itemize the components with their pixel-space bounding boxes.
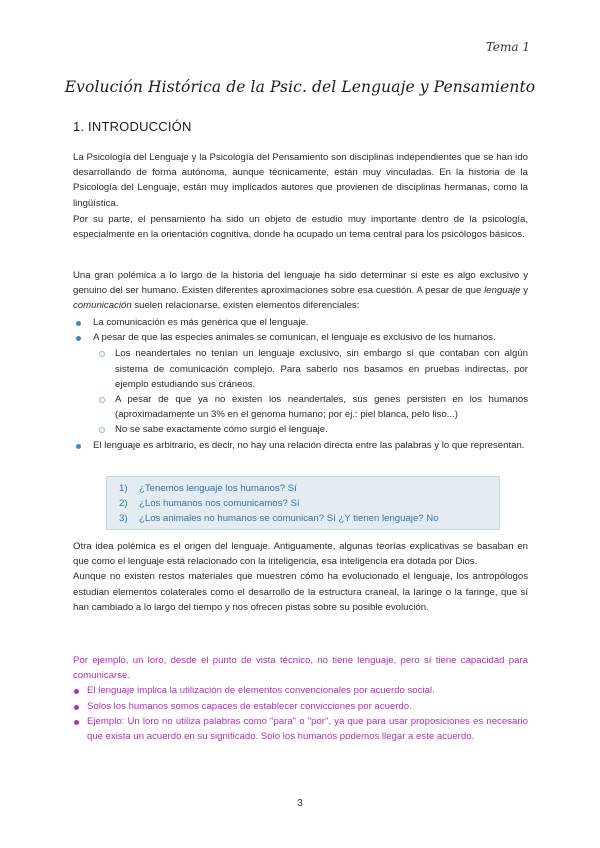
question-item <box>119 496 439 511</box>
example-intro: Por ejemplo, un loro, desde el punto de vista técnico, no tiene lenguaje, pero sí tiene capacidad para comunicarse. <box>73 655 528 682</box>
list-item <box>73 330 528 437</box>
question-number: 1) <box>119 483 128 494</box>
bullet-icon <box>74 720 79 725</box>
sub-list <box>93 346 528 437</box>
bullet-icon <box>74 689 79 694</box>
origin-paragraph <box>73 539 528 615</box>
sub-list-item <box>93 392 528 422</box>
text-run: y <box>520 285 528 297</box>
example-item <box>73 714 528 744</box>
circle-bullet-icon <box>99 397 105 403</box>
example-item <box>73 699 528 714</box>
question-number: 2) <box>119 498 128 509</box>
list-item <box>73 315 528 330</box>
text-run: suelen relacionarse, existen elementos diferenciales: <box>131 300 360 312</box>
example-item-text: Ejemplo: Un loro no utiliza palabras como "para" o "por", ya que para usar proposiciones es necesario que exista un acuerdo en su significado. Solo los humanos podemos llegar a este acuerdo. <box>87 715 528 743</box>
bullet-icon <box>76 444 81 449</box>
list-item-text: A pesar de que las especies animales se comunican, el lenguaje es exclusivo de los humanos. <box>93 332 496 344</box>
italic-term-lenguaje: lenguaje <box>484 285 521 297</box>
intro-paragraph-1 <box>73 150 528 211</box>
paragraph-text: Por su parte, el pensamiento ha sido un objeto de estudio muy importante dentro de la psicología, especialmente en la orientación cognitiva, donde ha ocupado un tema central para los psicólogos básicos. <box>73 214 528 241</box>
text-run: Una gran polémica a lo largo de la historia del lenguaje ha sido determinar si este es algo exclusivo y genuino del ser humano. Existen diferentes aproximaciones sobre esa cuestión. A pesar de que <box>73 270 528 297</box>
sub-list-item-text: Los neandertales no tenían un lenguaje exclusivo, sin embargo sí que contaban con algún sistema de comunicación complejo. Para saberlo nos basamos en pruebas indirectas, por ejemplo estudiando sus cráneos. <box>115 348 528 390</box>
question-number: 3) <box>119 513 128 524</box>
list-item-text: El lenguaje es arbitrario, es decir, no hay una relación directa entre las palabras y lo que representan. <box>93 439 525 451</box>
example-item-text: Solos los humanos somos capaces de establecer convicciones por acuerdo. <box>87 700 412 712</box>
list-item <box>73 438 528 453</box>
italic-term-comunicacion: comunicación <box>73 300 132 312</box>
section-heading: 1. INTRODUCCIÓN <box>73 119 192 134</box>
page-title: Evolución Histórica de la Psic. del Lenguaje y Pensamiento <box>64 78 536 96</box>
paragraph-text <box>73 268 528 314</box>
differences-list <box>73 315 528 453</box>
question-text: ¿Tenemos lenguaje los humanos? Sí <box>139 483 297 494</box>
page-number: 3 <box>297 798 303 809</box>
paragraph-text: Otra idea polémica es el origen del lenguaje. Antiguamente, algunas teorías explicativas se basaban en que como el lenguaje está relacionado con la inteligencia, esa inteligencia era dotada por Dios. <box>73 541 528 568</box>
circle-bullet-icon <box>99 427 105 433</box>
paragraph-text: La Psicología del Lenguaje y la Psicología del Pensamiento son disciplinas independientes que se han ido desarrollando de forma autónoma, aunque técnicamente, están muy vinculadas. En la historia de la Psicología del Lenguaje, están muy implicados autores que provienen de disciplinas hermanas, como la lingüística. <box>73 152 528 209</box>
question-text: ¿Los animales no humanos se comunican? Sí ¿Y tienen lenguaje? No <box>139 513 439 524</box>
polemic-paragraph <box>73 268 528 314</box>
topic-label: Tema 1 <box>485 40 530 54</box>
list-item-text: La comunicación es más genérica que el lenguaje. <box>93 317 309 328</box>
bullet-icon <box>76 336 81 341</box>
parrot-example <box>73 653 528 744</box>
question-item <box>119 481 439 496</box>
questions-box <box>106 476 500 530</box>
question-text: ¿Los humanos nos comunicamos? Sí <box>139 498 300 509</box>
sub-list-item-text: A pesar de que ya no existen los neandertales, sus genes persisten en los humanos (aproximadamente un 3% en el genoma humano; por ej.: piel blanca, pelo liso...) <box>115 394 528 421</box>
intro-paragraph-2 <box>73 212 528 242</box>
sub-list-item <box>93 346 528 392</box>
sub-list-item-text: No se sabe exactamente cómo surgió el lenguaje. <box>115 424 328 436</box>
bullet-icon <box>76 321 81 326</box>
paragraph-text: Aunque no existen restos materiales que muestren cómo ha evolucionado el lenguaje, los antropólogos estudian elementos colaterales como el desarrollo de la estructura craneal, la laringe o la faringe, que sí han cambiado a lo largo del tiempo y nos ofrecen pistas sobre su posible evolución. <box>73 571 528 613</box>
question-item <box>119 511 439 526</box>
example-item-text: El lenguaje implica la utilización de elementos convencionales por acuerdo social. <box>87 685 435 697</box>
sub-list-item <box>93 422 528 437</box>
circle-bullet-icon <box>99 351 105 357</box>
example-item <box>73 683 528 698</box>
bullet-icon <box>74 705 79 710</box>
